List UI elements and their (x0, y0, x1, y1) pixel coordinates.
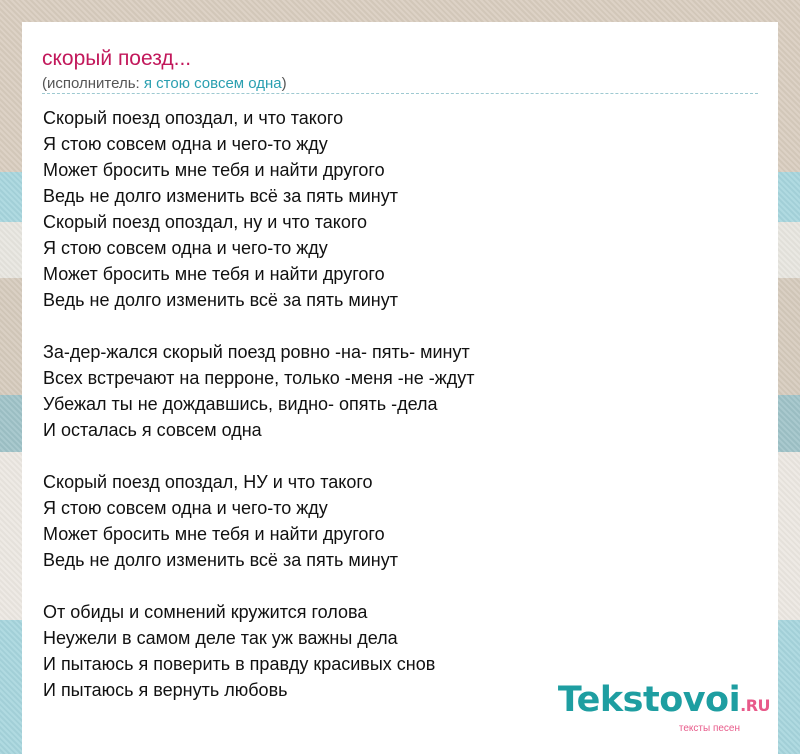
lyric-line: И пытаюсь я вернуть любовь (43, 680, 288, 700)
lyric-line: Скорый поезд опоздал, ну и что такого (43, 212, 368, 232)
lyric-line: Ведь не долго изменить всё за пять минут (43, 290, 398, 310)
song-title: скорый поезд... (42, 47, 192, 70)
site-logo[interactable] (558, 681, 770, 734)
lyrics-stanza (43, 339, 475, 443)
lyric-line: Может бросить мне тебя и найти другого (43, 264, 385, 284)
lyric-line: Ведь не долго изменить всё за пять минут (43, 550, 398, 570)
lyrics-stanza (43, 469, 475, 573)
lyric-line: И осталась я совсем одна (43, 420, 262, 440)
lyrics-stanza (43, 105, 475, 313)
lyric-line: Скорый поезд опоздал, НУ и что такого (43, 472, 373, 492)
lyric-line: Убежал ты не дождавшись, видно- опять -дела (43, 394, 438, 414)
lyrics-stanza (43, 599, 475, 703)
logo-tagline: тексты песен (678, 723, 740, 734)
artist-prefix: (исполнитель: (42, 75, 144, 92)
artist-line (42, 74, 287, 94)
logo-text: Tekstovoi (557, 680, 741, 720)
artist-link[interactable]: я стою совсем одна (143, 75, 282, 92)
lyrics-body (43, 105, 475, 729)
title-divider (42, 93, 758, 94)
lyric-line: Неужели в самом деле так уж важны дела (43, 628, 398, 648)
lyric-line: Может бросить мне тебя и найти другого (43, 524, 385, 544)
lyric-line: Я стою совсем одна и чего-то жду (43, 498, 328, 518)
lyric-line: И пытаюсь я поверить в правду красивых снов (43, 654, 436, 674)
lyric-line: Скорый поезд опоздал, и что такого (43, 108, 344, 128)
lyrics-card (22, 22, 778, 754)
lyric-line: Ведь не долго изменить всё за пять минут (43, 186, 398, 206)
lyric-line: Всех встречают на перроне, только -меня -не -ждут (43, 368, 475, 388)
lyric-line: Я стою совсем одна и чего-то жду (43, 238, 328, 258)
artist-suffix: ) (281, 75, 287, 92)
lyric-line: Может бросить мне тебя и найти другого (43, 160, 385, 180)
logo-domain: .RU (740, 696, 770, 715)
lyric-line: От обиды и сомнений кружится голова (43, 602, 368, 622)
lyric-line: Я стою совсем одна и чего-то жду (43, 134, 328, 154)
lyric-line: За-дер-жался скорый поезд ровно -на- пять- минут (43, 342, 470, 362)
